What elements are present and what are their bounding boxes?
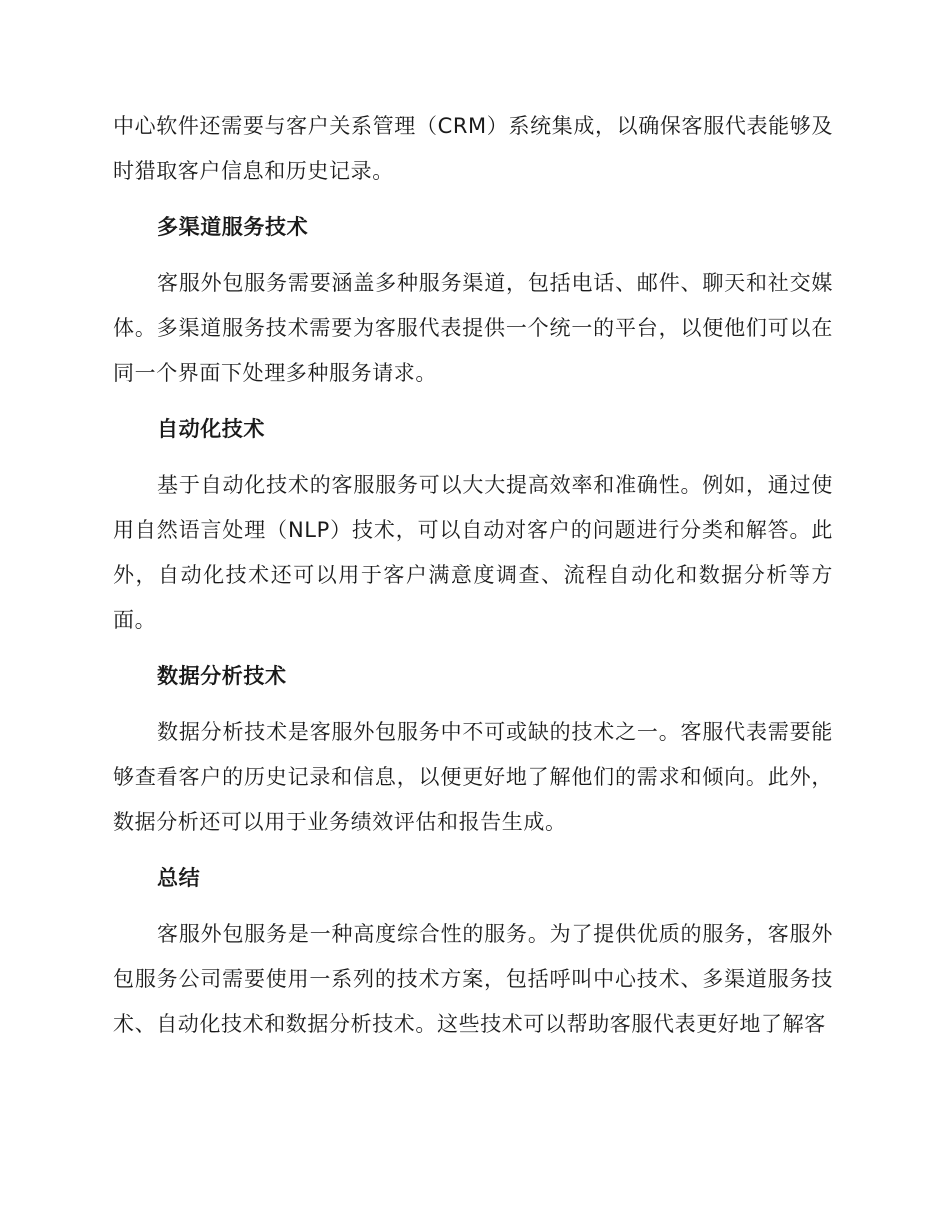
- section-body-data-analysis: 数据分析技术是客服外包服务中不可或缺的技术之一。客服代表需要能够查看客户的历史记录和信息，以便更好地了解他们的需求和倾向。此外，数据分析还可以用于业务绩效评估和报告生成。: [113, 720, 833, 834]
- section-heading-multichannel: 多渠道服务技术: [157, 215, 309, 239]
- section-heading-summary: 总结: [157, 866, 201, 890]
- paragraph-continued: 中心软件还需要与客户关系管理（CRM）系统集成，以确保客服代表能够及时猎取客户信息和历史记录。: [113, 114, 833, 183]
- section-heading-automation: 自动化技术: [157, 417, 265, 441]
- document-page: [113, 104, 833, 1047]
- section-heading-data-analysis: 数据分析技术: [157, 664, 287, 688]
- section-body-multichannel: 客服外包服务需要涵盖多种服务渠道，包括电话、邮件、聊天和社交媒体。多渠道服务技术需要为客服代表提供一个统一的平台，以便他们可以在同一个界面下处理多种服务请求。: [113, 271, 833, 385]
- section-body-summary: 客服外包服务是一种高度综合性的服务。为了提供优质的服务，客服外包服务公司需要使用一系列的技术方案，包括呼叫中心技术、多渠道服务技术、自动化技术和数据分析技术。这些技术可以帮助客服代表更好地了解客: [113, 922, 833, 1036]
- section-body-automation: 基于自动化技术的客服服务可以大大提高效率和准确性。例如，通过使用自然语言处理（NLP）技术，可以自动对客户的问题进行分类和解答。此外，自动化技术还可以用于客户满意度调查、流程自动化和数据分析等方面。: [113, 473, 833, 632]
